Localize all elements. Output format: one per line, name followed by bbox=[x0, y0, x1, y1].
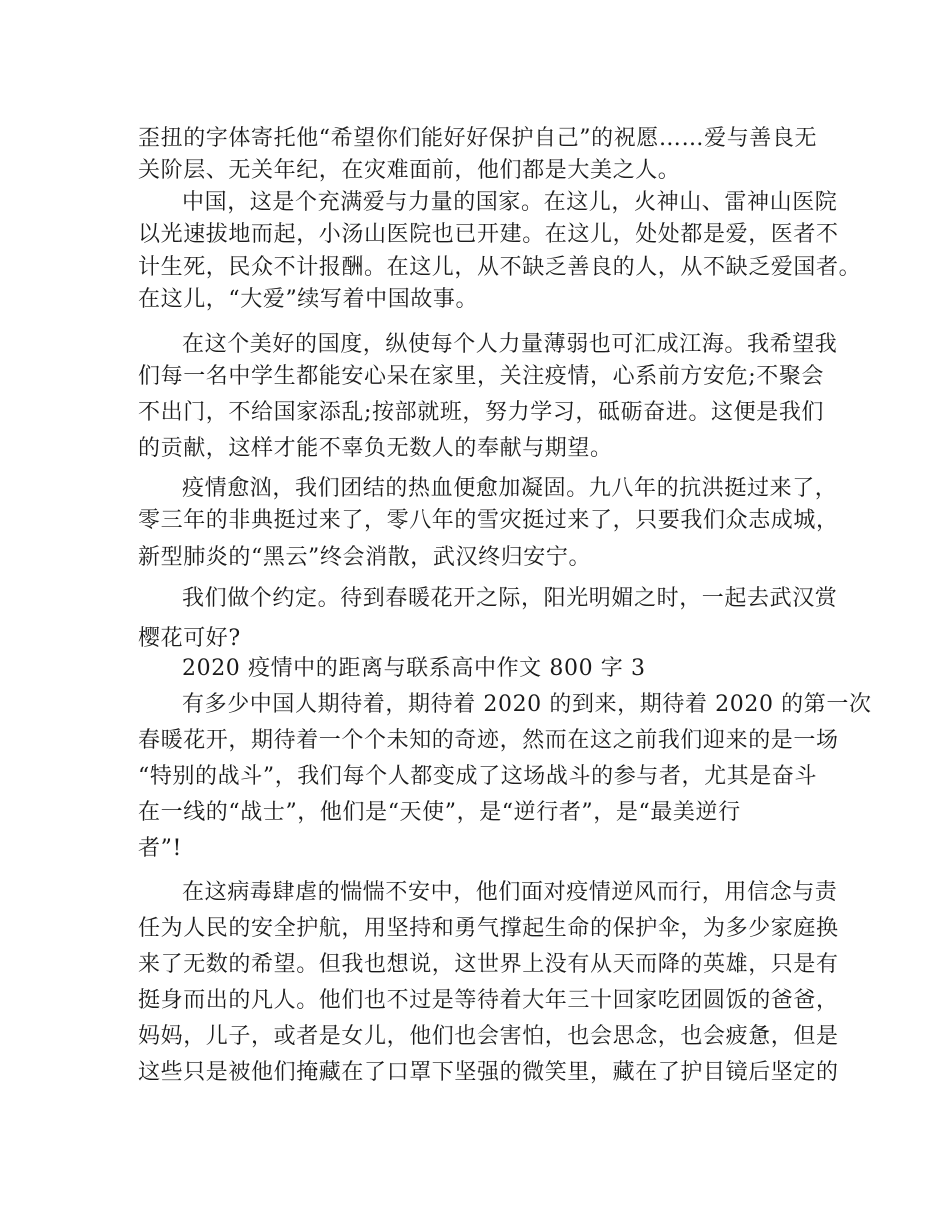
text-line: 春暖花开，期待着一个个未知的奇迹，然而在这之前我们迎来的是一场 bbox=[138, 728, 839, 753]
paragraph-start-line: 在这个美好的国度，纵使每个人力量薄弱也可汇成江海。我希望我 bbox=[182, 332, 838, 357]
text-line: 以光速拔地而起，小汤山医院也已开建。在这儿，处处都是爱，医者不 bbox=[138, 222, 839, 247]
text-line: 计生死，民众不计报酬。在这儿，从不缺乏善良的人，从不缺乏爱国者。 bbox=[138, 255, 862, 280]
text-line: 者”! bbox=[138, 836, 182, 861]
paragraph-start-line: 在这病毒肆虐的惴惴不安中，他们面对疫情逆风而行，用信念与责 bbox=[182, 880, 838, 905]
paragraph-start-line: 疫情愈汹，我们团结的热血便愈加凝固。九八年的抗洪挺过来了， bbox=[182, 476, 838, 501]
text-line: 妈妈，儿子，或者是女儿，他们也会害怕，也会思念，也会疲惫，但是 bbox=[138, 1024, 839, 1049]
text-line: “特别的战斗”，我们每个人都变成了这场战斗的参与者，尤其是奋斗 bbox=[138, 764, 818, 789]
text-line: 的贡献，这样才能不辜负无数人的奉献与期望。 bbox=[138, 436, 613, 461]
text-line: 歪扭的字体寄托他“希望你们能好好保护自己”的祝愿……爱与善良无 bbox=[138, 126, 818, 151]
text-line: 新型肺炎的“黑云”终会消散，武汉终归安宁。 bbox=[138, 545, 592, 570]
text-line: 在一线的“战士”，他们是“天使”，是“逆行者”，是“最美逆行 bbox=[138, 800, 741, 825]
text-line: 樱花可好? bbox=[138, 626, 241, 651]
text-line: 这些只是被他们掩藏在了口罩下坚强的微笑里，藏在了护目镜后坚定的 bbox=[138, 1060, 839, 1085]
text-line: 们每一名中学生都能安心呆在家里，关注疫情，心系前方安危;不聚会 bbox=[138, 364, 825, 389]
text-line: 关阶层、无关年纪，在灾难面前，他们都是大美之人。 bbox=[138, 158, 681, 183]
text-line: 不出门，不给国家添乱;按部就班，努力学习，砥砺奋进。这便是我们 bbox=[138, 400, 825, 425]
section-heading: 2020 疫情中的距离与联系高中作文 800 字 3 bbox=[182, 656, 646, 681]
text-line: 来了无数的希望。但我也想说，这世界上没有从天而降的英雄，只是有 bbox=[138, 952, 839, 977]
text-line: 在这儿，“大爱”续写着中国故事。 bbox=[138, 287, 479, 312]
paragraph-start-line: 中国，这是个充满爱与力量的国家。在这儿，火神山、雷神山医院 bbox=[182, 190, 838, 215]
text-line: 零三年的非典挺过来了，零八年的雪灾挺过来了，只要我们众志成城， bbox=[138, 508, 839, 533]
paragraph-start-line: 有多少中国人期待着，期待着 2020 的到来，期待着 2020 的第一次 bbox=[182, 692, 872, 717]
paragraph-start-line: 我们做个约定。待到春暖花开之际，阳光明媚之时，一起去武汉赏 bbox=[182, 586, 838, 611]
text-line: 任为人民的安全护航，用坚持和勇气撑起生命的保护伞，为多少家庭换 bbox=[138, 916, 839, 941]
text-line: 挺身而出的凡人。他们也不过是等待着大年三十回家吃团圆饭的爸爸， bbox=[138, 988, 839, 1013]
